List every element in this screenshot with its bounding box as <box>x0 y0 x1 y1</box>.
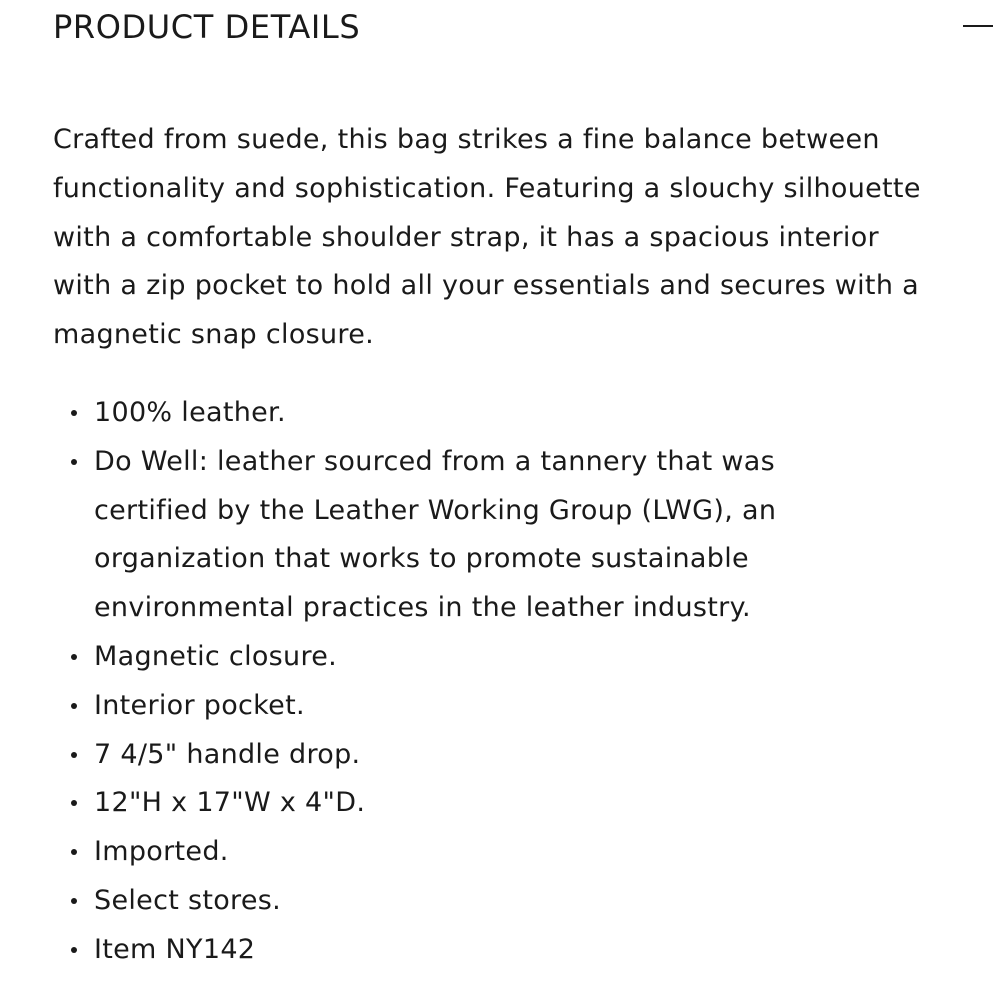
bullet-icon <box>71 898 77 904</box>
feature-item <box>53 926 883 975</box>
feature-text: 12"H x 17"W x 4"D. <box>94 787 366 819</box>
bullet-icon <box>71 654 77 660</box>
feature-text: 100% leather. <box>94 397 286 428</box>
bullet-icon <box>71 752 77 758</box>
feature-item <box>53 633 883 682</box>
bullet-icon <box>71 410 77 416</box>
feature-item <box>53 389 883 438</box>
minus-icon[interactable] <box>961 14 995 38</box>
feature-text: Imported. <box>94 836 229 868</box>
feature-text: Select stores. <box>94 884 282 916</box>
feature-text: Interior pocket. <box>94 689 305 721</box>
feature-list <box>53 389 883 975</box>
feature-item <box>53 731 883 780</box>
product-description: Crafted from suede, this bag strikes a fine balance between functionality and sophistication. Featuring a slouchy silhouette with a comfortable shoulder strap, it has a spacious interior with a zip pocket to hold all your essentials and secures with a magnetic snap closure. <box>53 124 921 351</box>
minus-icon-bar <box>963 25 993 27</box>
bullet-icon <box>71 703 77 709</box>
feature-item <box>53 438 883 633</box>
section-title: PRODUCT DETAILS <box>53 8 361 46</box>
bullet-icon <box>71 800 77 806</box>
feature-text: 7 4/5" handle drop. <box>94 738 361 770</box>
feature-text: Item NY142 <box>94 933 256 965</box>
feature-item <box>53 877 883 926</box>
feature-item <box>53 828 883 877</box>
bullet-icon <box>71 459 77 465</box>
feature-item <box>53 682 883 731</box>
feature-text: Do Well: leather sourced from a tannery that was certified by the Leather Working Group (LWG), an organization that works to promote sustainable environmental practices in the leather industry. <box>94 445 777 624</box>
bullet-icon <box>71 849 77 855</box>
feature-text: Magnetic closure. <box>94 640 338 672</box>
feature-item <box>53 779 883 828</box>
bullet-icon <box>71 947 77 953</box>
product-details-header[interactable] <box>53 4 953 50</box>
